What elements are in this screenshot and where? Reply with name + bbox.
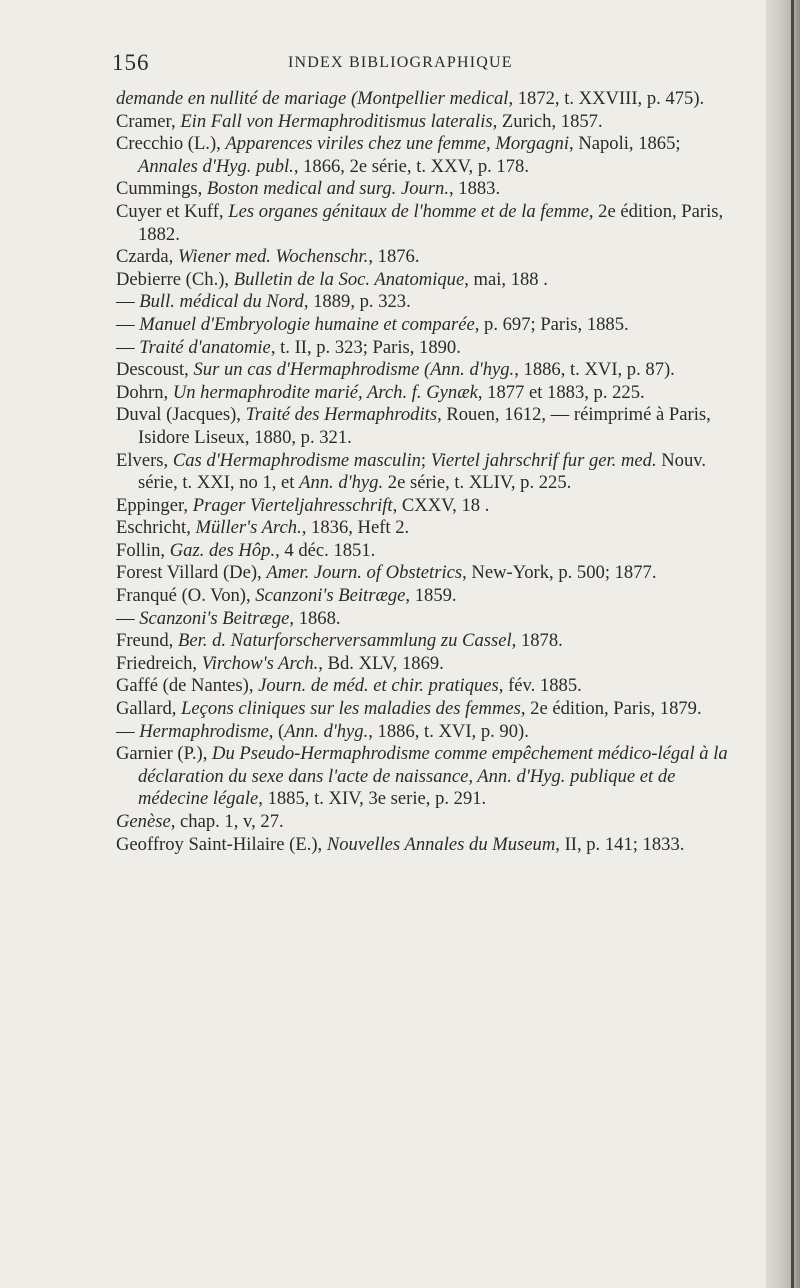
entry-text: , 1836, Heft 2. <box>301 517 410 539</box>
entry-text: , ( <box>268 720 285 742</box>
entry-text: Eppinger, <box>116 494 193 516</box>
entry-text: , 1886, t. XVI, p. 90). <box>368 720 529 742</box>
entry-text: , t. II, p. 323; Paris, 1890. <box>270 336 461 358</box>
entry-title-italic: Virchow's Arch. <box>201 652 319 674</box>
entry-text: , 1868. <box>289 607 341 629</box>
bibliography-entry <box>116 111 736 134</box>
entry-title-italic: Traité d'anatomie <box>139 336 271 358</box>
entry-text: , p. 697; Paris, 1885. <box>474 313 629 335</box>
bibliography-entry <box>116 337 736 360</box>
entry-text: , 1878. <box>511 630 563 652</box>
entry-text: Eschricht, <box>116 517 196 539</box>
bibliography-entry <box>116 246 736 269</box>
bibliography-entry <box>116 721 736 744</box>
entry-title-italic: Ber. d. Naturforscherversammlung zu Cassel <box>177 630 512 652</box>
entry-text: , 1886, t. XVI, p. 87). <box>514 359 675 381</box>
page-number: 156 <box>112 50 150 75</box>
entry-text: Cramer, <box>116 110 181 132</box>
entry-title-italic: Du Pseudo-Hermaphrodisme comme empêchement médico-légal à la déclaration du sexe dans l'acte de naissance, Ann. d'Hyg. publique et de médecine légale <box>138 743 728 810</box>
bibliography-entry <box>116 450 736 495</box>
entry-title-italic: Ann. d'hyg. <box>284 720 369 742</box>
entry-title-italic: demande en nullité de mariage (Montpellier medical <box>116 88 509 109</box>
entry-title-italic: Traité des Hermaphrodits <box>245 404 438 426</box>
entry-text: , 2e édition, Paris, 1879. <box>520 698 702 720</box>
entry-text: , II, p. 141; 1833. <box>555 833 685 855</box>
entry-title-italic: Gaz. des Hôp. <box>169 539 276 561</box>
entry-title-italic: Ein Fall von Hermaphroditismus lateralis <box>180 110 493 132</box>
entry-title-italic: Wiener med. Wochenschr. <box>177 246 369 268</box>
bibliography-entry <box>116 653 736 676</box>
entry-text: Garnier (P.), <box>116 743 213 765</box>
entry-title-italic: Annales d'Hyg. publ. <box>138 155 294 177</box>
bibliography-entry <box>116 562 736 585</box>
page-header <box>112 50 742 80</box>
bibliography-entry <box>116 743 736 811</box>
entry-text: Nouv. série, t. XXI, no 1, et <box>138 449 707 494</box>
entry-text: , CXXV, 18 . <box>392 494 490 516</box>
entry-title-italic: Amer. Journ. of Obstetrics <box>266 562 463 584</box>
entry-text: Dohrn, <box>116 381 173 403</box>
entry-text: , mai, 188 . <box>464 268 548 290</box>
entry-text: , 2e édition, Paris, 1882. <box>138 200 724 245</box>
bibliography-entry <box>116 517 736 540</box>
entry-text: — <box>116 720 140 742</box>
entry-text: Gaffé (de Nantes), <box>116 675 259 697</box>
entry-text: Geoffroy Saint-Hilaire (E.), <box>116 833 327 855</box>
entry-title-italic: Genèse <box>116 811 171 832</box>
entry-title-italic: Viertel jahrschrif fur ger. med. <box>430 449 657 471</box>
entry-text: , 4 déc. 1851. <box>275 539 376 561</box>
entry-title-italic: Sur un cas d'Hermaphrodisme (Ann. d'hyg. <box>193 359 515 381</box>
entry-title-italic: Leçons cliniques sur les maladies des femmes <box>181 698 521 720</box>
entry-text: Duval (Jacques), <box>116 404 246 426</box>
entry-text: , 1885, t. XIV, 3e serie, p. 291. <box>258 788 487 810</box>
entry-text: , Napoli, 1865; <box>569 133 681 155</box>
entry-text: , Zurich, 1857. <box>492 110 603 132</box>
entry-title-italic: Scanzoni's Beitræge <box>139 607 290 629</box>
entry-text: , 1889, p. 323. <box>303 291 411 313</box>
book-gutter-line <box>791 0 794 1288</box>
entry-title-italic: Journ. de méd. et chir. pratiques <box>258 675 499 697</box>
book-spine-edge <box>766 0 800 1288</box>
bibliography-entry <box>116 314 736 337</box>
entry-text: , Bd. XLV, 1869. <box>318 652 444 674</box>
bibliography-entry <box>116 495 736 518</box>
entry-text: , fév. 1885. <box>498 675 582 697</box>
entry-text: Czarda, <box>116 246 178 268</box>
entry-text: Franqué (O. Von), <box>116 585 256 607</box>
entry-text: , New-York, p. 500; 1877. <box>462 562 657 584</box>
bibliography-entry <box>116 675 736 698</box>
entry-text: Gallard, <box>116 698 182 720</box>
entry-text: Forest Villard (De), <box>116 562 267 584</box>
bibliography-entry <box>116 178 736 201</box>
bibliography-entry <box>116 88 736 111</box>
running-head: INDEX BIBLIOGRAPHIQUE <box>288 54 513 71</box>
bibliography-entry <box>116 269 736 292</box>
entry-title-italic: Manuel d'Embryologie humaine et comparée <box>139 313 475 335</box>
bibliography-entry <box>116 359 736 382</box>
entry-title-italic: Nouvelles Annales du Museum <box>326 833 556 855</box>
bibliography-entry <box>116 698 736 721</box>
bibliography-entry <box>116 540 736 563</box>
entry-text: 2e série, t. XLIV, p. 225. <box>383 472 572 494</box>
bibliography-entry <box>116 382 736 405</box>
entry-text: — <box>116 313 140 335</box>
bibliography-entry <box>116 630 736 653</box>
entry-text: , 1876. <box>368 246 420 268</box>
bibliography-entry <box>116 811 736 834</box>
entry-title-italic: Bulletin de la Soc. Anatomique <box>233 268 465 290</box>
entry-text: , 1872, t. XXVIII, p. 475). <box>508 88 705 109</box>
entry-text: , 1866, 2e série, t. XXV, p. 178. <box>293 155 529 177</box>
entry-text: Crecchio (L.), <box>116 133 226 155</box>
entry-title-italic: Müller's Arch. <box>195 517 302 539</box>
entry-text: Elvers, <box>116 449 173 471</box>
bibliography-entry <box>116 133 736 178</box>
bibliography-entry <box>116 404 736 449</box>
entry-text: ; <box>420 449 431 471</box>
entry-title-italic: Un hermaphrodite marié, Arch. f. Gynæk <box>172 381 478 403</box>
entry-text: Cuyer et Kuff, <box>116 200 229 222</box>
entry-text: , 1883. <box>448 178 501 200</box>
entry-text: Descoust, <box>116 359 194 381</box>
entry-text: Debierre (Ch.), <box>116 268 234 290</box>
bibliography-entry <box>116 291 736 314</box>
entry-title-italic: Bull. médical du Nord <box>139 291 304 313</box>
bibliography-list <box>116 88 736 856</box>
entry-text: , Rouen, 1612, — réimprimé à Paris, Isidore Liseux, 1880, p. 321. <box>138 404 711 448</box>
entry-title-italic: Apparences viriles chez une femme <box>225 133 487 155</box>
entry-title-italic: Scanzoni's Beitræge <box>255 585 406 607</box>
entry-title-italic: Les organes génitaux de l'homme et de la femme <box>228 200 589 222</box>
bibliography-entry <box>116 608 736 631</box>
entry-text: Follin, <box>116 539 170 561</box>
bibliography-entry <box>116 585 736 608</box>
entry-title-italic: Boston medical and surg. Journ. <box>206 178 449 200</box>
entry-title-italic: Ann. d'hyg. <box>299 472 384 494</box>
entry-text: Freund, <box>116 630 178 652</box>
entry-title-italic: Hermaphrodisme <box>139 720 269 742</box>
entry-title-italic: Cas d'Hermaphrodisme masculin <box>172 449 421 471</box>
entry-text: — <box>116 291 140 313</box>
entry-text: , 1877 et 1883, p. 225. <box>477 381 645 403</box>
entry-text: Friedreich, <box>116 652 202 674</box>
bibliography-entry <box>116 201 736 246</box>
entry-title-italic: Morgagni <box>495 133 570 155</box>
bibliography-entry <box>116 834 736 857</box>
entry-text: , 1859. <box>405 585 457 607</box>
entry-text: — <box>116 336 140 358</box>
entry-text: , chap. 1, v, 27. <box>170 811 284 832</box>
entry-text: — <box>116 607 140 629</box>
entry-text: , <box>486 133 496 155</box>
entry-title-italic: Prager Vierteljahresschrift <box>192 494 393 516</box>
entry-text: Cummings, <box>116 178 207 200</box>
